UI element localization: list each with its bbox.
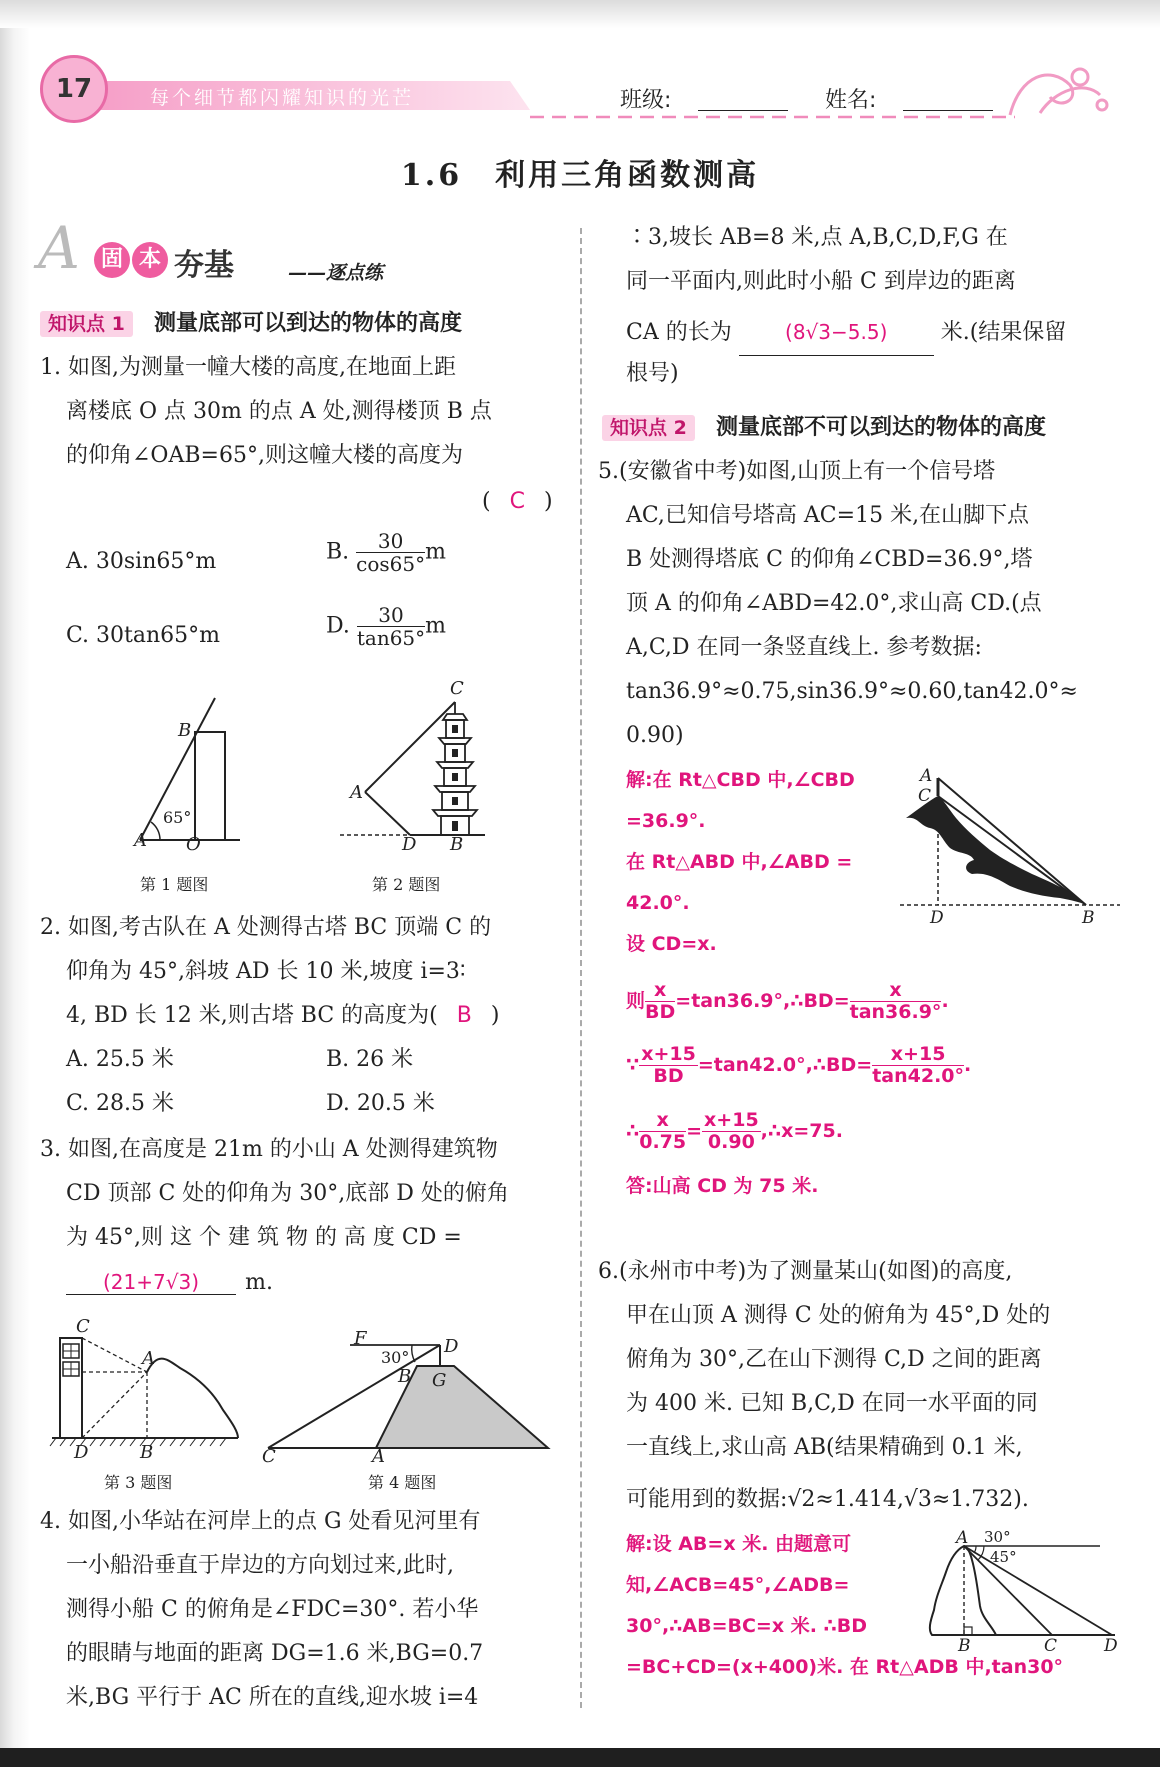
q5-sol-4: 42.0°.: [626, 892, 690, 914]
fig2-label-a: A: [350, 782, 363, 803]
fig6-angle-30: 30°: [984, 1528, 1011, 1546]
fig3-caption: 第 3 题图: [104, 1473, 173, 1492]
q1-answer: C: [509, 489, 525, 514]
q4-cont-line-4: 根号): [626, 361, 679, 386]
column-divider: [580, 228, 582, 1708]
fig1-label-b: B: [178, 720, 192, 741]
q6-sol-2: 知,∠ACB=45°,∠ADB=: [626, 1574, 850, 1596]
q5-sol-5: 设 CD=x.: [626, 933, 717, 955]
q1-line-2: 离楼底 O 点 30m 的点 A 处,测得楼顶 B 点: [66, 399, 492, 424]
q4-line-3: 测得小船 C 的俯角是∠FDC=30°. 若小华: [66, 1597, 479, 1622]
page-title: 1.6 利用三角函数测高: [400, 158, 760, 193]
figure-4: [262, 1325, 562, 1465]
q1-option-b-frac: $\frac{30}{\cos 65^\circ}$: [356, 529, 426, 576]
q5-eq-1: 则 $\frac{x}{BD}$ =tan36.9°,∴BD= $\frac{x}{\tan 36.9^\circ}$ .: [626, 979, 949, 1023]
fig6-label-d: D: [1104, 1636, 1118, 1656]
q6-line-6: 可能用到的数据:√2≈1.414,√3≈1.732).: [626, 1487, 1029, 1512]
fig4-label-a: A: [372, 1446, 385, 1467]
q5-line-6: tan36.9°≈0.75,sin36.9°≈0.60,tan42.0°≈: [626, 679, 1078, 704]
q1-option-b: B. $\frac{30}{\cos 65^\circ}$ m: [326, 529, 447, 576]
section-char-1: 固: [94, 242, 130, 278]
fig4-angle: 30°: [381, 1348, 410, 1367]
q4-cont-line-3: CA 的长为 (8√3−5.5) 米.(结果保留: [626, 310, 1066, 356]
q5-sol-2: =36.9°.: [626, 810, 706, 832]
q5-line-2: AC,已知信号塔高 AC=15 米,在山脚下点: [626, 503, 1030, 528]
q2-line-3: 4, BD 长 12 米,则古塔 BC 的高度为( B ): [66, 1003, 500, 1028]
figure-2: [335, 680, 495, 860]
fig4-label-g: G: [432, 1370, 447, 1391]
q2-option-b: B. 26 米: [326, 1047, 414, 1072]
q4-cont-line-1: ∶3,坡长 AB=8 米,点 A,B,C,D,F,G 在: [626, 225, 1008, 250]
q5-line-3: B 处测得塔底 C 的仰角∠CBD=36.9°,塔: [626, 547, 1033, 572]
q5-line-7: 0.90): [626, 723, 684, 748]
q6-line-1: 6.(永州市中考)为了测量某山(如图)的高度,: [598, 1259, 1013, 1284]
fig2-label-c: C: [450, 678, 464, 699]
q1-option-a: A. 30sin65°m: [66, 549, 217, 574]
fig4-label-b: B: [398, 1366, 412, 1387]
q6-sol-3: 30°,∴AB=BC=x 米. ∴BD: [626, 1615, 868, 1637]
q5-eq-2: ∵ $\frac{x+15}{BD}$ =tan42.0°,∴BD= $\frac{x+15}{\tan 42.0^\circ}$ .: [626, 1043, 972, 1087]
q5-sol-3: 在 Rt△ABD 中,∠ABD =: [626, 851, 853, 873]
q5-line-1: 5.(安徽省中考)如图,山顶上有一个信号塔: [598, 459, 996, 484]
fig6-angle-45: 45°: [990, 1548, 1017, 1566]
q3-line-3: 为 45°,则 这 个 建 筑 物 的 高 度 CD =: [66, 1225, 462, 1250]
section-letter: A: [38, 214, 80, 282]
fig1-caption: 第 1 题图: [140, 875, 209, 894]
name-label: 姓名:: [825, 88, 877, 113]
fig1-label-o: O: [186, 834, 201, 855]
q6-line-3: 俯角为 30°,乙在山下测得 C,D 之间的距离: [626, 1347, 1042, 1372]
q2-option-c: C. 28.5 米: [66, 1091, 175, 1116]
fig4-label-d: D: [444, 1336, 459, 1357]
fig4-label-f: F: [354, 1328, 367, 1349]
fig5-label-a: A: [920, 766, 933, 786]
fig3-label-c: C: [76, 1316, 90, 1337]
q4-answer-blank: [739, 310, 934, 356]
q1-option-d: D. $\frac{30}{\tan 65^\circ}$ m: [326, 603, 447, 650]
q1-line-3: 的仰角∠OAB=65°,则这幢大楼的高度为: [66, 443, 463, 468]
fig3-label-b: B: [140, 1442, 154, 1463]
q2-answer: B: [456, 1003, 472, 1028]
fig3-label-a: A: [142, 1348, 155, 1369]
q2-option-d: D. 20.5 米: [326, 1091, 435, 1116]
top-shadow: [0, 0, 1160, 28]
q2-option-a: A. 25.5 米: [66, 1047, 174, 1072]
figure-5: [900, 770, 1120, 930]
fig6-label-a: A: [956, 1528, 969, 1548]
page-number: 17: [55, 74, 93, 104]
q3-unit: m.: [245, 1270, 273, 1295]
header: [40, 55, 1130, 125]
q5-sol-1: 解:在 Rt△CBD 中,∠CBD: [626, 769, 855, 791]
q2-line-1: 2. 如图,考古队在 A 处测得古塔 BC 顶端 C 的: [40, 915, 492, 940]
section-sub: ——逐点练: [288, 262, 384, 284]
q4-line-5: 米,BG 平行于 AC 所在的直线,迎水坡 i=4: [66, 1685, 479, 1710]
q5-line-5: A,C,D 在同一条竖直线上. 参考数据:: [626, 635, 982, 660]
q4-line-2: 一小船沿垂直于岸边的方向划过来,此时,: [66, 1553, 454, 1578]
kp2-badge: 知识点 2: [602, 415, 695, 441]
q4-line-4: 的眼睛与地面的距离 DG=1.6 米,BG=0.7: [66, 1641, 484, 1666]
q3-answer: (21+7√3): [102, 1270, 199, 1294]
q3-answer-line: [66, 1270, 273, 1295]
bottom-bar: [0, 1748, 1160, 1767]
name-blank[interactable]: [903, 110, 993, 111]
q4-answer: (8√3−5.5): [785, 320, 888, 344]
q1-answer-paren: ( C ): [482, 489, 553, 514]
fig5-label-b: B: [1082, 908, 1095, 928]
kp1-title: 测量底部可以到达的物体的高度: [153, 311, 462, 336]
page-number-circle: [40, 55, 108, 123]
fig2-label-b: B: [450, 834, 464, 855]
q3-answer-blank: [66, 1270, 236, 1295]
q4-line-1: 4. 如图,小华站在河岸上的点 G 处看见河里有: [40, 1509, 481, 1534]
q1-option-d-frac: $\frac{30}{\tan 65^\circ}$: [356, 603, 426, 650]
q6-line-4: 为 400 米. 已知 B,C,D 在同一水平面的同: [626, 1391, 1038, 1416]
section-char-3: 夯基: [174, 248, 234, 283]
fig5-label-d: D: [930, 908, 944, 928]
fig6-label-b: B: [958, 1636, 971, 1656]
q5-eq-3: ∴ $\frac{x}{0.75}$ = $\frac{x+15}{0.90}$ ,∴x=75.: [626, 1109, 843, 1153]
q6-line-5: 一直线上,求山高 AB(结果精确到 0.1 米,: [626, 1435, 1023, 1460]
kp1-badge: 知识点 1: [40, 311, 133, 337]
q2-line-2: 仰角为 45°,斜坡 AD 长 10 米,坡度 i=3∶: [66, 959, 466, 984]
figure-6: [920, 1530, 1120, 1640]
fig6-label-c: C: [1044, 1636, 1058, 1656]
q6-line-2: 甲在山顶 A 测得 C 处的俯角为 45°,D 处的: [626, 1303, 1051, 1328]
q1-option-c: C. 30tan65°m: [66, 623, 221, 648]
q1-line-1: 1. 如图,为测量一幢大楼的高度,在地面上距: [40, 355, 456, 380]
kp2-title: 测量底部不可以到达的物体的高度: [715, 415, 1046, 440]
knowledge-point-1: [40, 306, 462, 337]
section-heading: [38, 214, 418, 292]
q5-line-4: 顶 A 的仰角∠ABD=42.0°,求山高 CD.(点: [626, 591, 1042, 616]
fig5-label-c: C: [918, 786, 932, 806]
q4-cont-line-2: 同一平面内,则此时小船 C 到岸边的距离: [626, 269, 1016, 294]
class-blank[interactable]: [698, 110, 788, 111]
fig4-label-c: C: [262, 1446, 276, 1467]
fig1-label-a: A: [134, 830, 147, 851]
knowledge-point-2: [602, 410, 1046, 441]
section-char-2: 本: [132, 242, 168, 278]
slogan: 每个细节都闪耀知识的光芒: [150, 87, 415, 109]
fig1-angle: 65°: [163, 808, 192, 827]
fig2-caption: 第 2 题图: [372, 875, 441, 894]
q3-line-2: CD 顶部 C 处的仰角为 30°,底部 D 处的俯角: [66, 1181, 509, 1206]
fig2-label-d: D: [402, 834, 417, 855]
q6-sol-1: 解:设 AB=x 米. 由题意可: [626, 1533, 852, 1555]
fig4-caption: 第 4 题图: [368, 1473, 437, 1492]
q6-sol-4: =BC+CD=(x+400)米. 在 Rt△ADB 中,tan30°: [626, 1656, 1064, 1678]
q5-final: 答:山高 CD 为 75 米.: [626, 1175, 819, 1197]
class-label: 班级:: [620, 88, 672, 113]
fig3-label-d: D: [74, 1442, 89, 1463]
q3-line-1: 3. 如图,在高度是 21m 的小山 A 处测得建筑物: [40, 1137, 498, 1162]
